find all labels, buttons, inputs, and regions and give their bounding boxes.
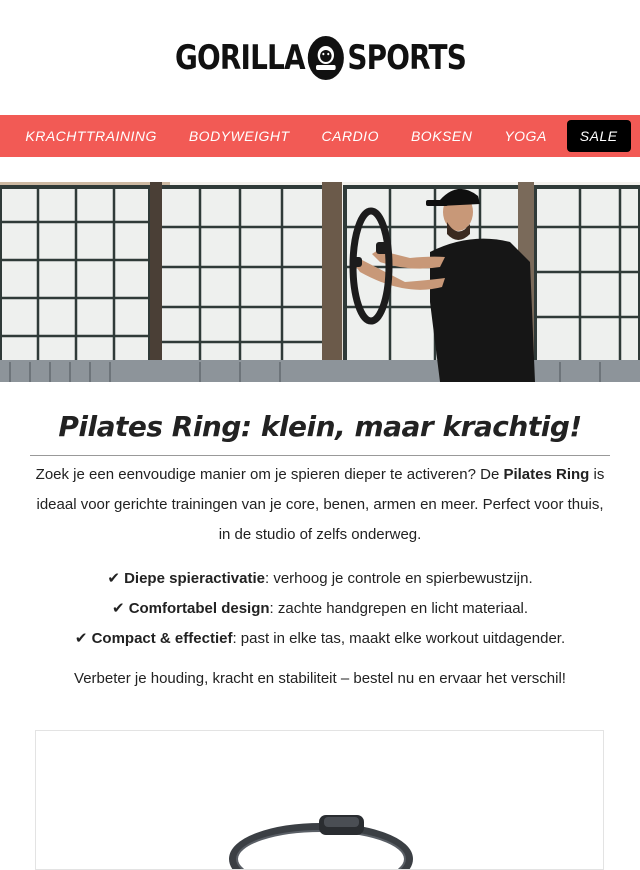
benefit-list: [0, 564, 640, 654]
gorilla-sports-logo[interactable]: [174, 36, 465, 80]
benefit-text: : zachte handgrepen en licht materiaal.: [269, 600, 529, 617]
intro-paragraph: [30, 460, 610, 550]
product-card[interactable]: [35, 730, 604, 870]
nav-item-cardio[interactable]: CARDIO: [321, 128, 379, 144]
benefit-text: : verhoog je controle en spierbewustzijn.: [265, 570, 533, 587]
intro-text: Zoek je een eenvoudige manier om je spieren dieper te activeren? De: [35, 466, 504, 483]
nav-item-krachttraining[interactable]: KRACHTTRAINING: [25, 128, 157, 144]
nav-item-sale[interactable]: SALE: [567, 120, 631, 152]
hero-image[interactable]: [0, 182, 640, 382]
category-nav: [0, 115, 640, 157]
benefit-title: Comfortabel design: [128, 600, 270, 617]
benefit-item: [0, 594, 640, 624]
benefit-text: : past in elke tas, maakt elke workout uitdagender.: [232, 630, 566, 647]
intro-text-continued: is ideaal voor gerichte trainingen van je core, benen, armen en meer. Perfect voor thuis, in de studio of zelfs onderweg.: [36, 466, 605, 543]
pilates-ring-product-image: [36, 731, 604, 870]
title-divider: [30, 455, 610, 456]
benefit-item: [0, 624, 640, 654]
gorilla-icon: [308, 36, 344, 80]
intro-product-name: Pilates Ring: [503, 466, 590, 483]
check-icon: ✔: [111, 600, 125, 617]
page-title: Pilates Ring: klein, maar krachtig!: [58, 410, 582, 443]
nav-item-yoga[interactable]: YOGA: [504, 128, 547, 144]
check-icon: ✔: [107, 570, 120, 587]
benefit-title: Diepe spieractivatie: [124, 570, 265, 587]
logo-text-left: GORILLA: [174, 37, 305, 78]
logo-text-right: SPORTS: [346, 37, 466, 78]
hero-photo-illustration: [0, 182, 640, 382]
benefit-title: Compact & effectief: [91, 630, 233, 647]
check-icon: ✔: [74, 630, 88, 647]
closing-text: Verbeter je houding, kracht en stabiliteit – bestel nu en ervaar het verschil!: [74, 670, 566, 687]
nav-item-bodyweight[interactable]: BODYWEIGHT: [188, 128, 290, 144]
benefit-item: [0, 564, 640, 594]
email-header: [0, 0, 640, 115]
nav-item-boksen[interactable]: BOKSEN: [410, 128, 473, 144]
